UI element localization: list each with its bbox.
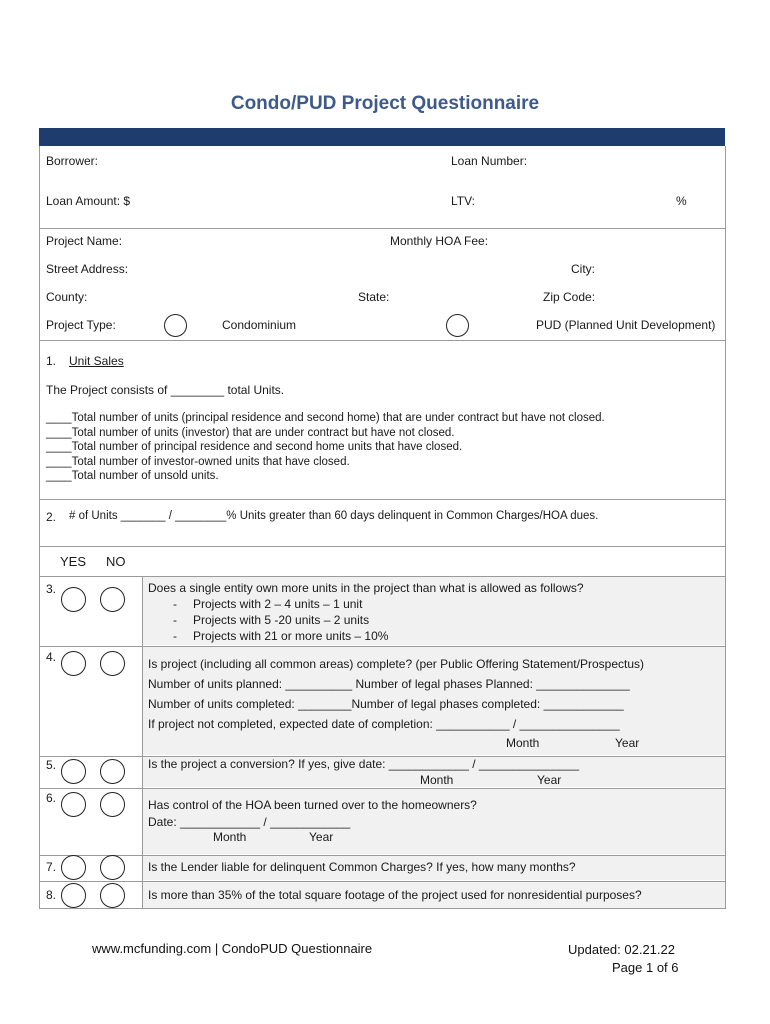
q5-yes-radio[interactable] xyxy=(61,759,86,784)
footer-page-number: Page 1 of 6 xyxy=(612,960,679,975)
q3-number: 3. xyxy=(46,582,57,596)
loan-number-label: Loan Number: xyxy=(451,154,528,168)
divider-section1 xyxy=(39,499,726,500)
q8-yes-radio[interactable] xyxy=(61,883,86,908)
ltv-label: LTV: xyxy=(451,194,476,208)
row-line-8 xyxy=(39,881,726,882)
section1-line: ____Total number of principal residence and second home units that have closed. xyxy=(46,441,463,453)
q4-yes-radio[interactable] xyxy=(61,651,86,676)
page-title: Condo/PUD Project Questionnaire xyxy=(230,93,540,114)
q5-no-radio[interactable] xyxy=(100,759,125,784)
q3-no-radio[interactable] xyxy=(100,587,125,612)
q3-dash: - xyxy=(173,629,177,643)
q6-number: 6. xyxy=(46,791,57,805)
q4-line3: Number of units completed: ________Number of legal phases completed: ____________ xyxy=(148,697,624,711)
footer-updated: Updated: 02.21.22 xyxy=(568,942,675,957)
q4-month-label: Month xyxy=(506,736,540,750)
street-address-label: Street Address: xyxy=(46,262,129,276)
condominium-label: Condominium xyxy=(222,318,297,332)
q7-text: Is the Lender liable for delinquent Common Charges? If yes, how many months? xyxy=(148,860,576,874)
section1-heading: Unit Sales xyxy=(69,354,124,368)
frame-left xyxy=(39,146,40,908)
borrower-label: Borrower: xyxy=(46,154,99,168)
q4-line2: Number of units planned: __________ Number of legal phases Planned: ______________ xyxy=(148,677,630,691)
q7-number: 7. xyxy=(46,860,57,874)
no-column-header: NO xyxy=(106,554,126,569)
county-label: County: xyxy=(46,290,88,304)
loan-amount-label: Loan Amount: $ xyxy=(46,194,131,208)
divider-type xyxy=(39,340,726,341)
q8-number: 8. xyxy=(46,888,57,902)
q3-dash: - xyxy=(173,597,177,611)
section1-line: ____Total number of investor-owned units that have closed. xyxy=(46,456,350,468)
q4-no-radio[interactable] xyxy=(100,651,125,676)
pud-radio[interactable] xyxy=(446,314,469,337)
q7-no-radio[interactable] xyxy=(100,855,125,880)
q4-line4: If project not completed, expected date of completion: ___________ / _______________ xyxy=(148,717,620,731)
q5-number: 5. xyxy=(46,758,57,772)
divider-section2 xyxy=(39,546,726,547)
q3-bullet: Projects with 2 – 4 units – 1 unit xyxy=(193,597,363,611)
q6-line1: Has control of the HOA been turned over to the homeowners? xyxy=(148,798,477,812)
q3-bullet: Projects with 21 or more units – 10% xyxy=(193,629,389,643)
project-name-label: Project Name: xyxy=(46,234,123,248)
row-line-4 xyxy=(39,646,726,647)
footer-site: www.mcfunding.com | CondoPUD Questionnaire xyxy=(92,941,373,956)
q8-no-radio[interactable] xyxy=(100,883,125,908)
row-line-7 xyxy=(39,855,726,856)
project-type-label: Project Type: xyxy=(46,318,116,332)
q7-yes-radio[interactable] xyxy=(61,855,86,880)
q4-year-label: Year xyxy=(615,736,640,750)
q5-month-label: Month xyxy=(420,773,454,787)
q3-text: Does a single entity own more units in the project than what is allowed as follows? xyxy=(148,581,584,595)
header-bar xyxy=(39,128,725,146)
q5-year-label: Year xyxy=(537,773,562,787)
section1-line: ____Total number of units (investor) that are under contract but have not closed. xyxy=(46,427,455,439)
q4-line1: Is project (including all common areas) complete? (per Public Offering Statement/Prospectus) xyxy=(148,657,645,671)
q6-yes-radio[interactable] xyxy=(61,792,86,817)
section2-text: # of Units _______ / ________% Units greater than 60 days delinquent in Common Charges/HOA dues. xyxy=(69,510,599,522)
q6-month-label: Month xyxy=(213,830,247,844)
ltv-percent-sign: % xyxy=(676,194,687,208)
zip-code-label: Zip Code: xyxy=(543,290,596,304)
frame-right xyxy=(725,146,726,908)
section1-line: ____Total number of units (principal residence and second home) that are under contract but have not closed. xyxy=(46,412,605,424)
section2-number: 2. xyxy=(46,510,57,524)
divider-header xyxy=(39,228,726,229)
q6-line2: Date: ____________ / ____________ xyxy=(148,815,351,829)
state-label: State: xyxy=(358,290,390,304)
pud-label: PUD (Planned Unit Development) xyxy=(536,318,716,332)
row-line-6 xyxy=(39,788,726,789)
q6-no-radio[interactable] xyxy=(100,792,125,817)
section1-number: 1. xyxy=(46,354,57,368)
q6-year-label: Year xyxy=(309,830,334,844)
monthly-hoa-label: Monthly HOA Fee: xyxy=(390,234,489,248)
q8-text: Is more than 35% of the total square footage of the project used for nonresidential purposes? xyxy=(148,888,642,902)
condominium-radio[interactable] xyxy=(164,314,187,337)
q4-number: 4. xyxy=(46,650,57,664)
city-label: City: xyxy=(571,262,595,276)
q3-dash: - xyxy=(173,613,177,627)
q5-text: Is the project a conversion? If yes, give date: ____________ / _______________ xyxy=(148,757,579,771)
q3-bullet: Projects with 5 -20 units – 2 units xyxy=(193,613,370,627)
yes-column-header: YES xyxy=(60,554,87,569)
section1-total-units: The Project consists of ________ total Units. xyxy=(46,383,285,397)
section1-line: ____Total number of unsold units. xyxy=(46,470,219,482)
q3-yes-radio[interactable] xyxy=(61,587,86,612)
frame-bottom xyxy=(39,908,726,909)
question-col-divider xyxy=(142,577,143,908)
